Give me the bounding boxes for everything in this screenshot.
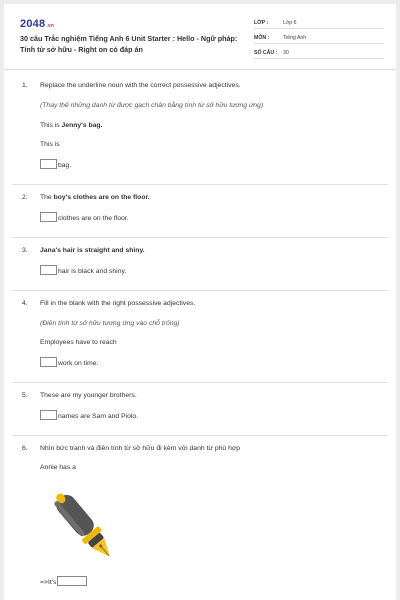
question-instruction: Nhìn bức tranh và điền tính từ sở hữu đi kèm với danh từ phù hợp xyxy=(40,445,241,452)
answer-input[interactable] xyxy=(40,212,57,222)
page-title: 30 câu Trắc nghiệm Tiếng Anh 6 Unit Starter : Hello - Ngữ pháp: Tính từ sở hữu - Right on có đáp án xyxy=(20,34,238,54)
divider xyxy=(12,382,388,383)
divider xyxy=(12,290,388,291)
answer-input[interactable] xyxy=(57,576,87,586)
answer-row: hair is black and shiny. xyxy=(40,265,126,275)
question-number: 5. xyxy=(22,392,28,399)
answer-row: clothes are on the floor. xyxy=(40,212,129,222)
answer-row: =>It's xyxy=(40,576,88,586)
question-sentence: Jana's hair is straight and shiny. xyxy=(40,247,145,254)
answer-row: bag. xyxy=(40,159,71,169)
divider xyxy=(12,184,388,185)
answer-input[interactable] xyxy=(40,357,57,367)
question-number: 6. xyxy=(22,445,28,452)
question-instruction: Fill in the blank with the right possessive adjectives. xyxy=(40,300,196,307)
question-instruction-vi: (Thay thế những danh từ được gạch chân bằng tính từ sở hữu tương ứng) xyxy=(40,102,264,109)
question-instruction-vi: (Điền tính từ sở hữu tương ứng vào chỗ trống) xyxy=(40,320,180,327)
worksheet-page xyxy=(4,4,396,600)
divider xyxy=(12,237,388,238)
answer-row: names are Sam and Piolo. xyxy=(40,410,138,420)
question-number: 2. xyxy=(22,194,28,201)
question-instruction: Replace the underline noun with the correct possessive adjectives. xyxy=(40,82,241,89)
question-number: 1. xyxy=(22,82,28,89)
question-number: 4. xyxy=(22,300,28,307)
question-sentence: This is Jenny's bag. xyxy=(40,122,103,129)
answer-input[interactable] xyxy=(40,410,57,420)
answer-row: work on time. xyxy=(40,357,98,367)
question-number: 3. xyxy=(22,247,28,254)
divider xyxy=(12,435,388,436)
question-prompt: Employees have to reach xyxy=(40,339,117,346)
site-logo[interactable]: 2048.vn xyxy=(20,18,55,30)
question-prompt: This is xyxy=(40,141,60,148)
question-sentence: These are my younger brothers. xyxy=(40,392,137,399)
fountain-pen-icon xyxy=(44,486,124,566)
meta-row-subject: MÔN : Tiếng Anh xyxy=(254,29,384,44)
page-header xyxy=(4,4,396,70)
question-sentence: The boy's clothes are on the floor. xyxy=(40,194,150,201)
answer-input[interactable] xyxy=(40,265,57,275)
question-prompt: Annie has a xyxy=(40,464,76,471)
meta-row-count: SỐ CÂU : 30 xyxy=(254,44,384,59)
meta-row-class: LỚP : Lớp 6 xyxy=(254,14,384,29)
meta-info xyxy=(254,14,384,59)
answer-input[interactable] xyxy=(40,159,57,169)
